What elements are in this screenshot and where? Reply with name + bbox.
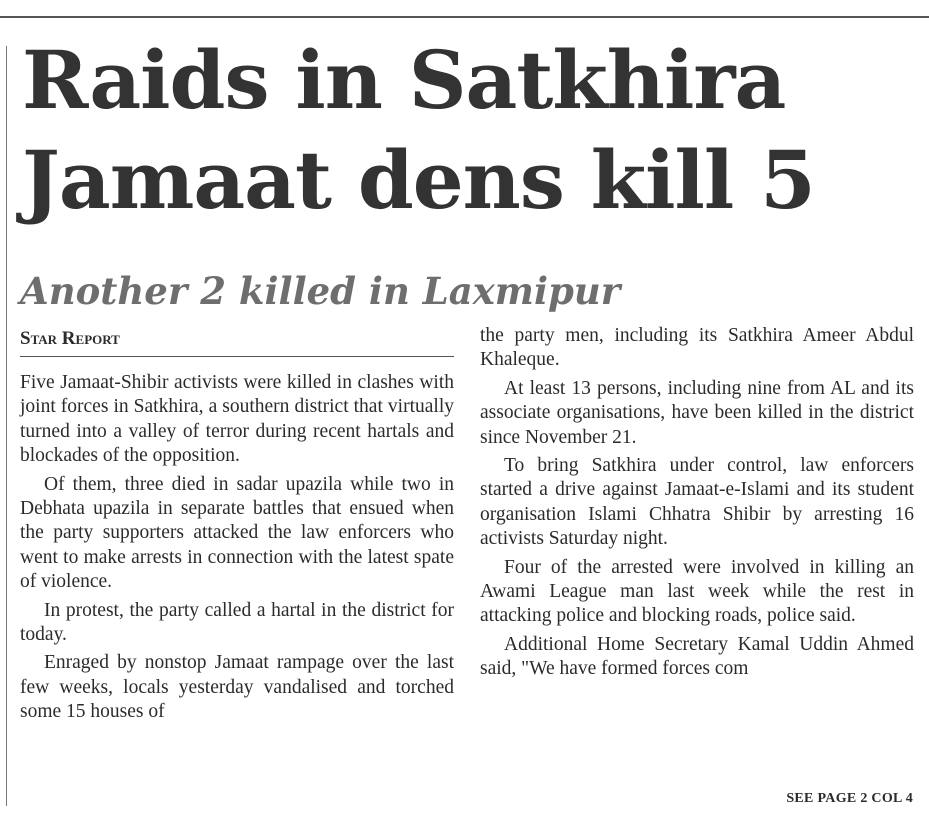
paragraph: Additional Home Secretary Kamal Uddin Ahmed said, "We have formed forces com xyxy=(480,633,914,680)
paragraph: Five Jamaat-Shibir activists were killed in clashes with joint forces in Satkhira, a southern district that virtually turned into a valley of terror during recent hartals and blockades of the opposition. xyxy=(20,372,454,467)
byline: Star Report xyxy=(20,327,454,357)
paragraph: the party men, including its Satkhira Ameer Abdul Khaleque. xyxy=(480,325,914,371)
paragraph: To bring Satkhira under control, law enforcers started a drive against Jamaat-e-Islami and its student organisation Islami Chhatra Shibir by arresting 16 activists Saturday night. xyxy=(480,455,914,550)
headline-line-1: Raids in Satkhira xyxy=(22,33,786,127)
paragraph: Enraged by nonstop Jamaat rampage over the last few weeks, locals yesterday vandalised and torched some 15 houses of xyxy=(20,652,454,723)
headline-line-2: Jamaat dens kill 5 xyxy=(22,133,815,227)
article-column-left xyxy=(20,371,454,729)
continuation-link[interactable]: SEE PAGE 2 COL 4 xyxy=(786,791,913,806)
paragraph: Of them, three died in sadar upazila while two in Debhata upazila in separate battles that ensued when the party supporters attacked the law enforcers who went to make arrests in connection with the latest spate of violence. xyxy=(20,473,454,593)
paragraph: In protest, the party called a hartal in the district for today. xyxy=(20,599,454,646)
subheadline: Another 2 killed in Laxmipur xyxy=(20,269,621,313)
article-column-right xyxy=(480,324,914,686)
paragraph: Four of the arrested were involved in killing an Awami League man last week while the rest in attacking police and blocking roads, police said. xyxy=(480,556,914,627)
paragraph: At least 13 persons, including nine from AL and its associate organisations, have been killed in the district since November 21. xyxy=(480,377,914,448)
